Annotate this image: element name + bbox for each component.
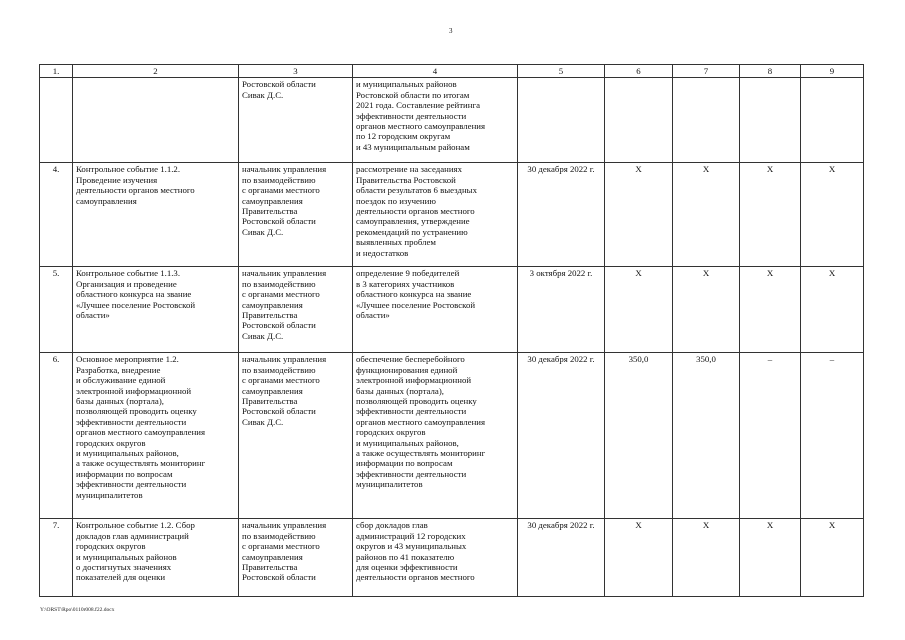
cell-line: Ростовской области	[242, 406, 316, 417]
cell-line: деятельности органов местного	[356, 206, 475, 217]
cell-line: функционирования единой	[356, 364, 458, 375]
cell-line: и 43 муниципальным районам	[356, 141, 470, 152]
header-cell: 7	[673, 65, 740, 78]
value-cell-7: X	[673, 163, 740, 267]
cell-line: информации по вопросам	[356, 458, 453, 469]
cell-line: а также осуществлять мониторинг	[356, 448, 486, 459]
cell-line: самоуправления, утверждение	[356, 216, 470, 227]
deadline-cell: 30 декабря 2022 г.	[518, 519, 605, 597]
cell-line: эффективности деятельности	[356, 110, 467, 121]
cell-line: Сивак Д.С.	[242, 226, 284, 237]
cell-line: и муниципальных районов,	[356, 437, 459, 448]
cell-line: эффективности деятельности	[76, 416, 187, 427]
cell-line: электронной информационной	[356, 375, 472, 386]
cell-line: и обслуживание единой	[76, 375, 166, 386]
value-cell-6	[605, 78, 673, 163]
cell-line: Правительства	[242, 562, 298, 573]
responsible-cell	[239, 267, 353, 353]
responsible-cell	[239, 519, 353, 597]
cell-line: сбор докладов глав	[356, 520, 428, 531]
cell-line: органов местного самоуправления	[76, 427, 206, 438]
cell-line: Сивак Д.С.	[242, 89, 284, 100]
value-cell-9: –	[801, 353, 864, 519]
program-table	[39, 64, 864, 597]
responsible-cell	[239, 163, 353, 267]
cell-line: «Лучшее поселение Ростовской	[76, 299, 196, 310]
cell-line: муниципалитетов	[76, 489, 143, 500]
cell-line: определение 9 победителей	[356, 268, 460, 279]
cell-line: по взаимодействию	[242, 364, 316, 375]
cell-line: Ростовской области	[242, 572, 316, 583]
cell-line: областного конкурса на звание	[356, 289, 472, 300]
cell-line: Правительства Ростовской	[356, 174, 456, 185]
header-cell: 3	[239, 65, 353, 78]
value-cell-6: 350,0	[605, 353, 673, 519]
event-cell	[73, 267, 239, 353]
value-cell-8: X	[740, 163, 801, 267]
header-cell: 8	[740, 65, 801, 78]
cell-line: а также осуществлять мониторинг	[76, 458, 206, 469]
cell-line: о достигнутых значениях	[76, 562, 172, 573]
header-cell: 5	[518, 65, 605, 78]
value-cell-6: X	[605, 163, 673, 267]
cell-line: самоуправления	[76, 195, 137, 206]
cell-line: с органами местного	[242, 289, 320, 300]
row-number-cell	[40, 78, 73, 163]
table-row	[40, 353, 864, 519]
cell-line: округов и 43 муниципальных	[356, 541, 467, 552]
cell-line: городских округов	[76, 437, 146, 448]
cell-line: в 3 категориях участников	[356, 278, 455, 289]
file-path-footer: Y:\ORST\Rpo\0110r008.f22.docx	[40, 607, 115, 613]
table-row	[40, 163, 864, 267]
cell-line: начальник управления	[242, 354, 327, 365]
deadline-cell: 30 декабря 2022 г.	[518, 353, 605, 519]
cell-line: области»	[76, 310, 110, 321]
cell-line: начальник управления	[242, 520, 327, 531]
responsible-cell	[239, 78, 353, 163]
cell-line: Сивак Д.С.	[242, 330, 284, 341]
cell-line: администраций 12 городских	[356, 530, 466, 541]
event-cell	[73, 353, 239, 519]
cell-line: рассмотрение на заседаниях	[356, 164, 462, 175]
cell-line: с органами местного	[242, 185, 320, 196]
cell-line: показателей для оценки	[76, 572, 166, 583]
event-cell	[73, 78, 239, 163]
cell-line: электронной информационной	[76, 385, 192, 396]
value-cell-9: X	[801, 519, 864, 597]
row-number-cell: 5.	[40, 267, 73, 353]
cell-line: области результатов 6 выездных	[356, 185, 477, 196]
cell-line: органов местного самоуправления	[356, 416, 486, 427]
value-cell-7	[673, 78, 740, 163]
table-row	[40, 519, 864, 597]
cell-line: обеспечение бесперебойного	[356, 354, 465, 365]
header-cell: 6	[605, 65, 673, 78]
cell-line: Ростовской области	[242, 79, 316, 90]
cell-line: Правительства	[242, 310, 298, 321]
value-cell-8: –	[740, 353, 801, 519]
cell-line: позволяющей проводить оценку	[76, 406, 197, 417]
value-cell-9	[801, 78, 864, 163]
cell-line: Правительства	[242, 396, 298, 407]
cell-line: эффективности деятельности	[356, 468, 467, 479]
cell-line: эффективности деятельности	[76, 479, 187, 490]
cell-line: выявленных проблем	[356, 237, 436, 248]
cell-line: поездок по изучению	[356, 195, 436, 206]
table-row	[40, 267, 864, 353]
cell-line: деятельности органов местного	[356, 572, 475, 583]
cell-line: Контрольное событие 1.1.2.	[76, 164, 181, 175]
header-cell: 2	[73, 65, 239, 78]
cell-line: Контрольное событие 1.1.3.	[76, 268, 181, 279]
cell-line: докладов глав администраций	[76, 530, 189, 541]
value-cell-9: X	[801, 267, 864, 353]
cell-line: самоуправления	[242, 385, 303, 396]
cell-line: базы данных (портала),	[356, 385, 444, 396]
value-cell-6: X	[605, 267, 673, 353]
value-cell-8: X	[740, 267, 801, 353]
cell-line: Правительства	[242, 206, 298, 217]
value-cell-9: X	[801, 163, 864, 267]
cell-line: муниципалитетов	[356, 479, 423, 490]
value-cell-7: X	[673, 267, 740, 353]
cell-line: органов местного самоуправления	[356, 121, 486, 132]
cell-line: «Лучшее поселение Ростовской	[356, 299, 476, 310]
cell-line: эффективности деятельности	[356, 406, 467, 417]
row-number-cell: 4.	[40, 163, 73, 267]
value-cell-8	[740, 78, 801, 163]
event-cell	[73, 519, 239, 597]
result-cell	[353, 163, 518, 267]
cell-line: Сивак Д.С.	[242, 416, 284, 427]
cell-line: самоуправления	[242, 195, 303, 206]
cell-line: Основное мероприятие 1.2.	[76, 354, 179, 365]
result-cell	[353, 353, 518, 519]
cell-line: по взаимодействию	[242, 278, 316, 289]
table-header-row	[40, 65, 864, 78]
cell-line: самоуправления	[242, 299, 303, 310]
result-cell	[353, 267, 518, 353]
event-cell	[73, 163, 239, 267]
cell-line: с органами местного	[242, 375, 320, 386]
cell-line: деятельности органов местного	[76, 185, 195, 196]
cell-line: 2021 года. Составление рейтинга	[356, 100, 480, 111]
value-cell-6: X	[605, 519, 673, 597]
cell-line: для оценки эффективности	[356, 562, 458, 573]
cell-line: Ростовской области	[242, 320, 316, 331]
cell-line: и муниципальных районов,	[76, 448, 179, 459]
value-cell-7: X	[673, 519, 740, 597]
cell-line: позволяющей проводить оценку	[356, 396, 477, 407]
cell-line: рекомендаций по устранению	[356, 226, 468, 237]
cell-line: и муниципальных районов	[356, 79, 457, 90]
deadline-cell: 3 октября 2022 г.	[518, 267, 605, 353]
cell-line: городских округов	[76, 541, 146, 552]
header-cell: 4	[353, 65, 518, 78]
cell-line: и недостатков	[356, 247, 409, 258]
responsible-cell	[239, 353, 353, 519]
cell-line: информации по вопросам	[76, 468, 173, 479]
header-cell: 1.	[40, 65, 73, 78]
cell-line: районов по 41 показателю	[356, 551, 455, 562]
cell-line: с органами местного	[242, 541, 320, 552]
cell-line: начальник управления	[242, 268, 327, 279]
cell-line: городских округов	[356, 427, 426, 438]
cell-line: начальник управления	[242, 164, 327, 175]
cell-line: Ростовской области	[242, 216, 316, 227]
cell-line: Организация и проведение	[76, 278, 177, 289]
deadline-cell	[518, 78, 605, 163]
cell-line: по взаимодействию	[242, 530, 316, 541]
cell-line: Проведение изучения	[76, 174, 158, 185]
cell-line: и муниципальных районов	[76, 551, 177, 562]
cell-line: области»	[356, 310, 390, 321]
cell-line: базы данных (портала),	[76, 396, 164, 407]
row-number-cell: 7.	[40, 519, 73, 597]
value-cell-8: X	[740, 519, 801, 597]
cell-line: по 12 городским округам	[356, 131, 451, 142]
page-number: 3	[449, 27, 453, 35]
deadline-cell: 30 декабря 2022 г.	[518, 163, 605, 267]
result-cell	[353, 519, 518, 597]
table-row	[40, 78, 864, 163]
cell-line: Контрольное событие 1.2. Сбор	[76, 520, 195, 531]
cell-line: Разработка, внедрение	[76, 364, 161, 375]
result-cell	[353, 78, 518, 163]
header-cell: 9	[801, 65, 864, 78]
cell-line: областного конкурса на звание	[76, 289, 192, 300]
cell-line: по взаимодействию	[242, 174, 316, 185]
cell-line: самоуправления	[242, 551, 303, 562]
value-cell-7: 350,0	[673, 353, 740, 519]
row-number-cell: 6.	[40, 353, 73, 519]
cell-line: Ростовской области по итогам	[356, 89, 470, 100]
